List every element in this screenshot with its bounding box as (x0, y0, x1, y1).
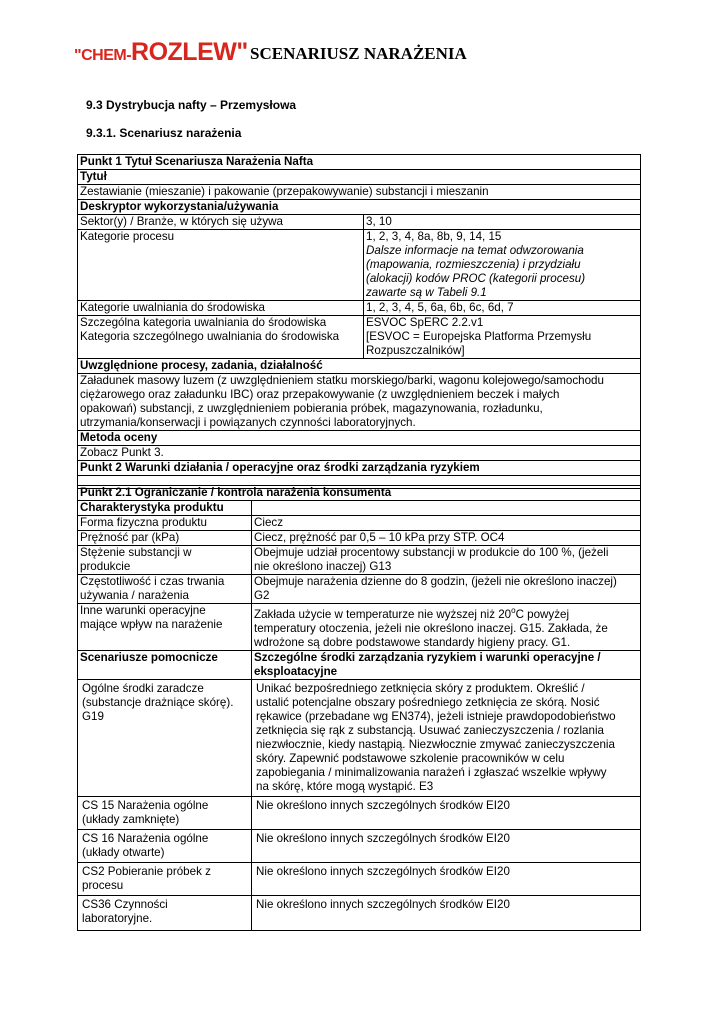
ogolne-label-cell (78, 679, 252, 796)
czest-value: Obejmuje narażenia dzienne do 8 godzin, (jeżeli nie określono inaczej) (254, 575, 617, 588)
char-label: Charakterystyka produktu (78, 501, 252, 516)
subsection-heading: 9.3.1. Scenariusz narażenia (86, 126, 242, 140)
cs15-label-cell (78, 796, 252, 829)
procesy-line: Załadunek masowy luzem (z uwzględnieniem statku morskiego/barki, wagonu kolejowego/samochodu (80, 374, 604, 387)
procesy-label: Uwzględnione procesy, zadania, działalność (78, 359, 641, 374)
erc-label: Kategorie uwalniania do środowiska (78, 301, 364, 316)
proc-note: (alokacji) kodów PROC (kategorii procesu) (366, 272, 586, 285)
inne-label: mające wpływ na narażenie (80, 618, 223, 631)
exposure-scenario-table (77, 154, 641, 489)
ogolne-label: Ogólne środki zaradcze (82, 681, 204, 695)
cs16-label: CS 16 Narażenia ogólne (82, 831, 209, 845)
sperc-value: ESVOC SpERC 2.2.v1 (366, 316, 484, 329)
proc-note: zawarte są w Tabeli 9.1 (366, 286, 487, 299)
cs36-label: CS36 Czynności (82, 897, 168, 911)
czest-label-cell (78, 575, 252, 604)
inne-label: Inne warunki operacyjne (80, 604, 206, 617)
procesy-line: utrzymania/konserwacji i powiązanych czynności laboratoryjnych. (80, 416, 416, 429)
cs36-value: Nie określono innych szczególnych środków EI20 (252, 895, 641, 930)
punkt21-title: Punkt 2.1 Ograniczanie / kontrola narażenia konsumenta (78, 486, 641, 501)
cs16-label: (układy otwarte) (82, 845, 165, 859)
stezenie-label-cell (78, 546, 252, 575)
scen-value-cell (252, 650, 641, 679)
ogolne-value: rękawice (przebadane wg EN374), jeżeli istnieje prawdopodobieństwo (256, 709, 616, 723)
czest-value-cell (252, 575, 641, 604)
proc-value: 1, 2, 3, 4, 8a, 8b, 9, 14, 15 (366, 230, 502, 243)
ogolne-value: skóry. Zapewnić podstawowe szkolenie pracowników w celu (256, 751, 565, 765)
cs16-label-cell (78, 829, 252, 862)
section-heading: 9.3 Dystrybucja nafty – Przemysłowa (86, 98, 297, 112)
stezenie-value: Obejmuje udział procentowy substancji w produkcie do 100 %, (jeżeli (254, 546, 609, 559)
cs2-label: procesu (82, 878, 124, 892)
procesy-line: opakowań) substancji, z uwzględnieniem pobierania próbek, magazynowania, rozładunku, (80, 402, 543, 415)
metoda-label: Metoda oceny (78, 431, 641, 446)
stezenie-label: produkcie (80, 560, 131, 573)
consumer-exposure-table (77, 485, 641, 931)
ogolne-value: Unikać bezpośredniego zetknięcia skóry z produktem. Określić / (256, 681, 585, 695)
procesy-line: ciężarowego oraz załadunku IBC) oraz przepakowywanie (z uwzględnieniem beczek i małych (80, 388, 560, 401)
inne-value-text: Zakłada użycie w temperaturze nie wyższej niż 20 (254, 607, 512, 621)
ogolne-value: zetknięcia się rąk z substancją. Usuwać zanieczyszczenia / rozlania (256, 723, 604, 737)
cs15-label: (układy zamknięte) (82, 812, 180, 826)
sektor-value: 3, 10 (364, 215, 641, 230)
scen-value: eksploatacyjne (254, 664, 338, 678)
ogolne-label: G19 (82, 709, 104, 723)
proc-cell (364, 230, 641, 301)
preznosc-label: Prężność par (kPa) (78, 531, 252, 546)
cs36-label: laboratoryjne. (82, 911, 153, 925)
tytul-value: Zestawianie (mieszanie) i pakowanie (przepakowywanie) substancji i mieszanin (78, 185, 641, 200)
proc-note: Dalsze informacje na temat odwzorowania (366, 244, 584, 257)
sperc-value: [ESVOC = Europejska Platforma Przemysłu (366, 330, 592, 343)
scen-label: Scenariusze pomocnicze (78, 650, 252, 679)
degree-sup: o (511, 606, 516, 615)
cs2-label-cell (78, 862, 252, 895)
inne-value-text: C powyżej (515, 607, 570, 621)
logo-prefix: "CHEM- (74, 47, 132, 64)
sperc-label: Szczególna kategoria uwalniania do środowiska (80, 316, 327, 329)
punkt2-title: Punkt 2 Warunki działania / operacyjne oraz środki zarządzania ryzykiem (78, 461, 641, 476)
cs16-value: Nie określono innych szczególnych środków EI20 (252, 829, 641, 862)
ogolne-value: niezwłocznie, kiedy nastąpią. Niezwłocznie zmywać zanieczyszczenia (256, 737, 615, 751)
metoda-value: Zobacz Punkt 3. (78, 446, 641, 461)
deskryptor-label: Deskryptor wykorzystania/używania (78, 200, 641, 215)
stezenie-value-cell (252, 546, 641, 575)
ogolne-value: na skórę, które mogą wystąpić. E3 (256, 779, 434, 793)
inne-value: temperatury otoczenia, jeżeli nie określono inaczej. G15. Zakłada, że (254, 621, 608, 635)
cs36-label-cell (78, 895, 252, 930)
proc-note: (mapowania, rozmieszczenia) i przydziału (366, 258, 581, 271)
punkt1-title: Punkt 1 Tytuł Scenariusza Narażenia Nafta (78, 155, 641, 170)
cs2-label: CS2 Pobieranie próbek z (82, 864, 211, 878)
ogolne-label: (substancje drażniące skórę). (82, 695, 234, 709)
inne-value: wdrożone są dobre podstawowe standardy higieny pracy. G1. (254, 635, 571, 649)
ogolne-value-cell (252, 679, 641, 796)
cs15-label: CS 15 Narażenia ogólne (82, 798, 209, 812)
char-empty (252, 501, 641, 516)
erc-value: 1, 2, 3, 4, 5, 6a, 6b, 6c, 6d, 7 (364, 301, 641, 316)
czest-label: Częstotliwość i czas trwania (80, 575, 225, 588)
sektor-label: Sektor(y) / Branże, w których się używa (78, 215, 364, 230)
logo-main: ROZLEW" (131, 38, 248, 66)
sperc-label-cell (78, 316, 364, 359)
cs15-value: Nie określono innych szczególnych środków EI20 (252, 796, 641, 829)
forma-label: Forma fizyczna produktu (78, 516, 252, 531)
sperc-value-cell (364, 316, 641, 359)
scen-value: Szczególne środki zarządzania ryzykiem i warunki operacyjne / (254, 650, 601, 664)
proc-label: Kategorie procesu (78, 230, 364, 301)
ogolne-value: ustalić potencjalne obszary pośredniego zetknięcia ze skórą. Nosić (256, 695, 600, 709)
sperc-value: Rozpuszczalników] (366, 344, 465, 357)
stezenie-label: Stężenie substancji w (80, 546, 192, 559)
sperc-label: Kategoria szczególnego uwalniania do środowiska (80, 330, 340, 343)
page-title: SCENARIUSZ NARAŻENIA (250, 44, 467, 63)
inne-value (254, 604, 638, 622)
company-logo (74, 38, 248, 67)
cs2-value: Nie określono innych szczególnych środków EI20 (252, 862, 641, 895)
preznosc-value: Ciecz, prężność par 0,5 – 10 kPa przy STP. OC4 (252, 531, 641, 546)
procesy-cell (78, 374, 641, 431)
czest-label: używania / narażenia (80, 589, 189, 602)
czest-value: G2 (254, 589, 270, 602)
ogolne-value: zapobiegania / minimalizowania narażeń i zgłaszać wszelkie wpływy (256, 765, 607, 779)
inne-value-cell (252, 604, 641, 651)
forma-value: Ciecz (252, 516, 641, 531)
stezenie-value: nie określono inaczej) G13 (254, 560, 392, 573)
tytul-label: Tytuł (78, 170, 641, 185)
inne-label-cell (78, 604, 252, 651)
